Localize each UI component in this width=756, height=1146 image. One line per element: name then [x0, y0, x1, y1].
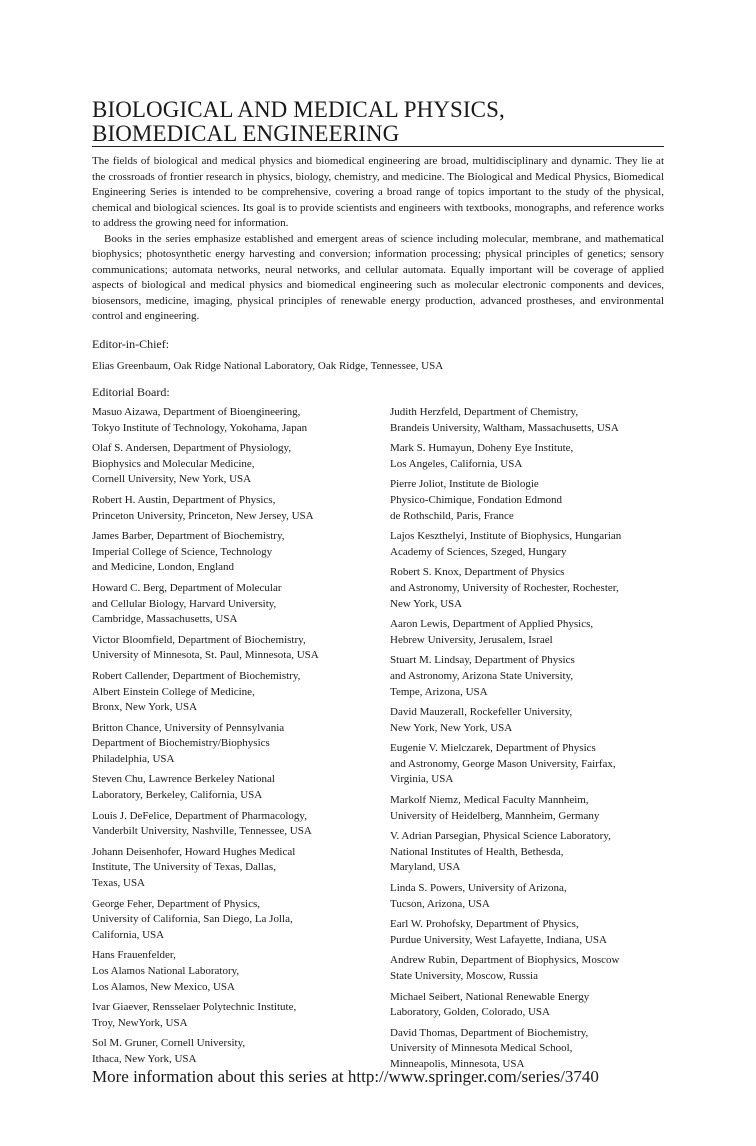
editor-in-chief-name: Elias Greenbaum, Oak Ridge National Laboratory, Oak Ridge, Tennessee, USA [92, 360, 444, 372]
series-title-line-2: BIOMEDICAL ENGINEERING [92, 121, 400, 146]
board-member-entry: Louis J. DeFelice, Department of Pharmacology, Vanderbilt University, Nashville, Tennessee, USA [92, 809, 312, 838]
board-member-entry: Aaron Lewis, Department of Applied Physics, Hebrew University, Jerusalem, Israel [390, 618, 594, 646]
board-member-entry: V. Adrian Parsegian, Physical Science Laboratory, National Institutes of Health, Bethesda, Maryland, USA [390, 830, 611, 874]
board-member-entry: Linda S. Powers, University of Arizona, Tucson, Arizona, USA [390, 882, 567, 910]
board-member-entry: Johann Deisenhofer, Howard Hughes Medical Institute, The University of Texas, Dallas, Texas, USA [92, 845, 296, 890]
editorial-board-left-column [92, 405, 367, 1073]
board-member-entry: Andrew Rubin, Department of Biophysics, Moscow State University, Moscow, Russia [390, 954, 620, 982]
series-description [92, 154, 664, 325]
board-member-entry: Earl W. Prohofsky, Department of Physics, Purdue University, West Lafayette, Indiana, USA [390, 918, 607, 946]
board-member-entry: Ivar Giaever, Rensselaer Polytechnic Institute, Troy, NewYork, USA [92, 1001, 297, 1029]
board-member-entry: Robert S. Knox, Department of Physics and Astronomy, University of Rochester, Rochester, New York, USA [390, 566, 619, 610]
title-rule [92, 146, 664, 147]
board-member-entry: Pierre Joliot, Institute de Biologie Physico-Chimique, Fondation Edmond de Rothschild, Paris, France [390, 478, 563, 522]
description-paragraph-2: Books in the series emphasize established and emergent areas of science including molecular, membrane, and mathematical biophysics; photosynthetic energy harvesting and conversion; information processing; physical principles of genetics; sensory communications; automata networks, neural networks, and cellular automata. Equally important will be coverage of applied aspects of biological and medical physics and biomedical engineering such as molecular electronic components and devices, biosensors, medicine, imaging, physical principles of renewable energy production, advanced prostheses, and environmental control and engineering. [92, 232, 664, 322]
board-member-entry: Robert Callender, Department of Biochemistry, Albert Einstein College of Medicine, Bronx, New York, USA [92, 669, 301, 714]
board-member-entry: David Thomas, Department of Biochemistry, University of Minnesota Medical School, Minneapolis, Minnesota, USA [390, 1026, 589, 1070]
series-info-footer: More information about this series at http://www.springer.com/series/3740 [92, 1067, 599, 1086]
board-member-entry: Eugenie V. Mielczarek, Department of Physics and Astronomy, George Mason University, Fairfax, Virginia, USA [390, 742, 616, 786]
description-paragraph-1: The fields of biological and medical physics and biomedical engineering are broad, multidisciplinary and dynamic. They lie at the crossroads of frontier research in physics, biology, chemistry, and medicine. The Biological and Medical Physics, Biomedical Engineering Series is intended to be comprehensive, covering a broad range of topics important to the study of the physical, chemical and biological sciences. Its goal is to provide scientists and engineers with textbooks, monographs, and reference works to address the growing need for information. [92, 155, 664, 229]
editorial-board-right-column [390, 405, 665, 1078]
board-member-entry: Judith Herzfeld, Department of Chemistry, Brandeis University, Waltham, Massachusetts, USA [390, 406, 619, 434]
board-member-entry: David Mauzerall, Rockefeller University, New York, New York, USA [390, 706, 573, 734]
board-member-entry: Robert H. Austin, Department of Physics, Princeton University, Princeton, New Jersey, USA [92, 493, 314, 522]
board-member-entry: Olaf S. Andersen, Department of Physiology, Biophysics and Molecular Medicine, Cornell University, New York, USA [92, 442, 292, 486]
board-member-entry: James Barber, Department of Biochemistry, Imperial College of Science, Technology and Medicine, London, England [92, 530, 285, 574]
board-member-entry: Stuart M. Lindsay, Department of Physics and Astronomy, Arizona State University, Tempe, Arizona, USA [390, 654, 575, 698]
board-member-entry: Mark S. Humayun, Doheny Eye Institute, Los Angeles, California, USA [390, 442, 574, 470]
board-member-entry: Howard C. Berg, Department of Molecular and Cellular Biology, Harvard University, Cambridge, Massachusetts, USA [92, 581, 282, 626]
board-member-entry: Lajos Keszthelyi, Institute of Biophysics, Hungarian Academy of Sciences, Szeged, Hungary [390, 530, 622, 558]
board-member-entry: Michael Seibert, National Renewable Energy Laboratory, Golden, Colorado, USA [390, 990, 590, 1019]
series-title-line-1: BIOLOGICAL AND MEDICAL PHYSICS, [92, 97, 505, 122]
board-member-entry: Markolf Niemz, Medical Faculty Mannheim, University of Heidelberg, Mannheim, Germany [390, 794, 600, 822]
board-member-entry: Masuo Aizawa, Department of Bioengineering, Tokyo Institute of Technology, Yokohama, Japan [92, 406, 308, 434]
board-member-entry: Britton Chance, University of Pennsylvania Department of Biochemistry/Biophysics Philadelphia, USA [92, 721, 285, 765]
board-member-entry: Steven Chu, Lawrence Berkeley National Laboratory, Berkeley, California, USA [92, 773, 275, 802]
board-member-entry: Victor Bloomfield, Department of Biochemistry, University of Minnesota, St. Paul, Minnesota, USA [92, 633, 319, 662]
series-title [92, 98, 672, 146]
editorial-board-label: Editorial Board: [92, 385, 170, 399]
board-member-entry: George Feher, Department of Physics, University of California, San Diego, La Jolla, California, USA [92, 897, 293, 941]
editor-in-chief-label: Editor-in-Chief: [92, 337, 170, 351]
board-member-entry: Sol M. Gruner, Cornell University, Ithaca, New York, USA [92, 1037, 246, 1065]
board-member-entry: Hans Frauenfelder, Los Alamos National Laboratory, Los Alamos, New Mexico, USA [92, 949, 240, 993]
